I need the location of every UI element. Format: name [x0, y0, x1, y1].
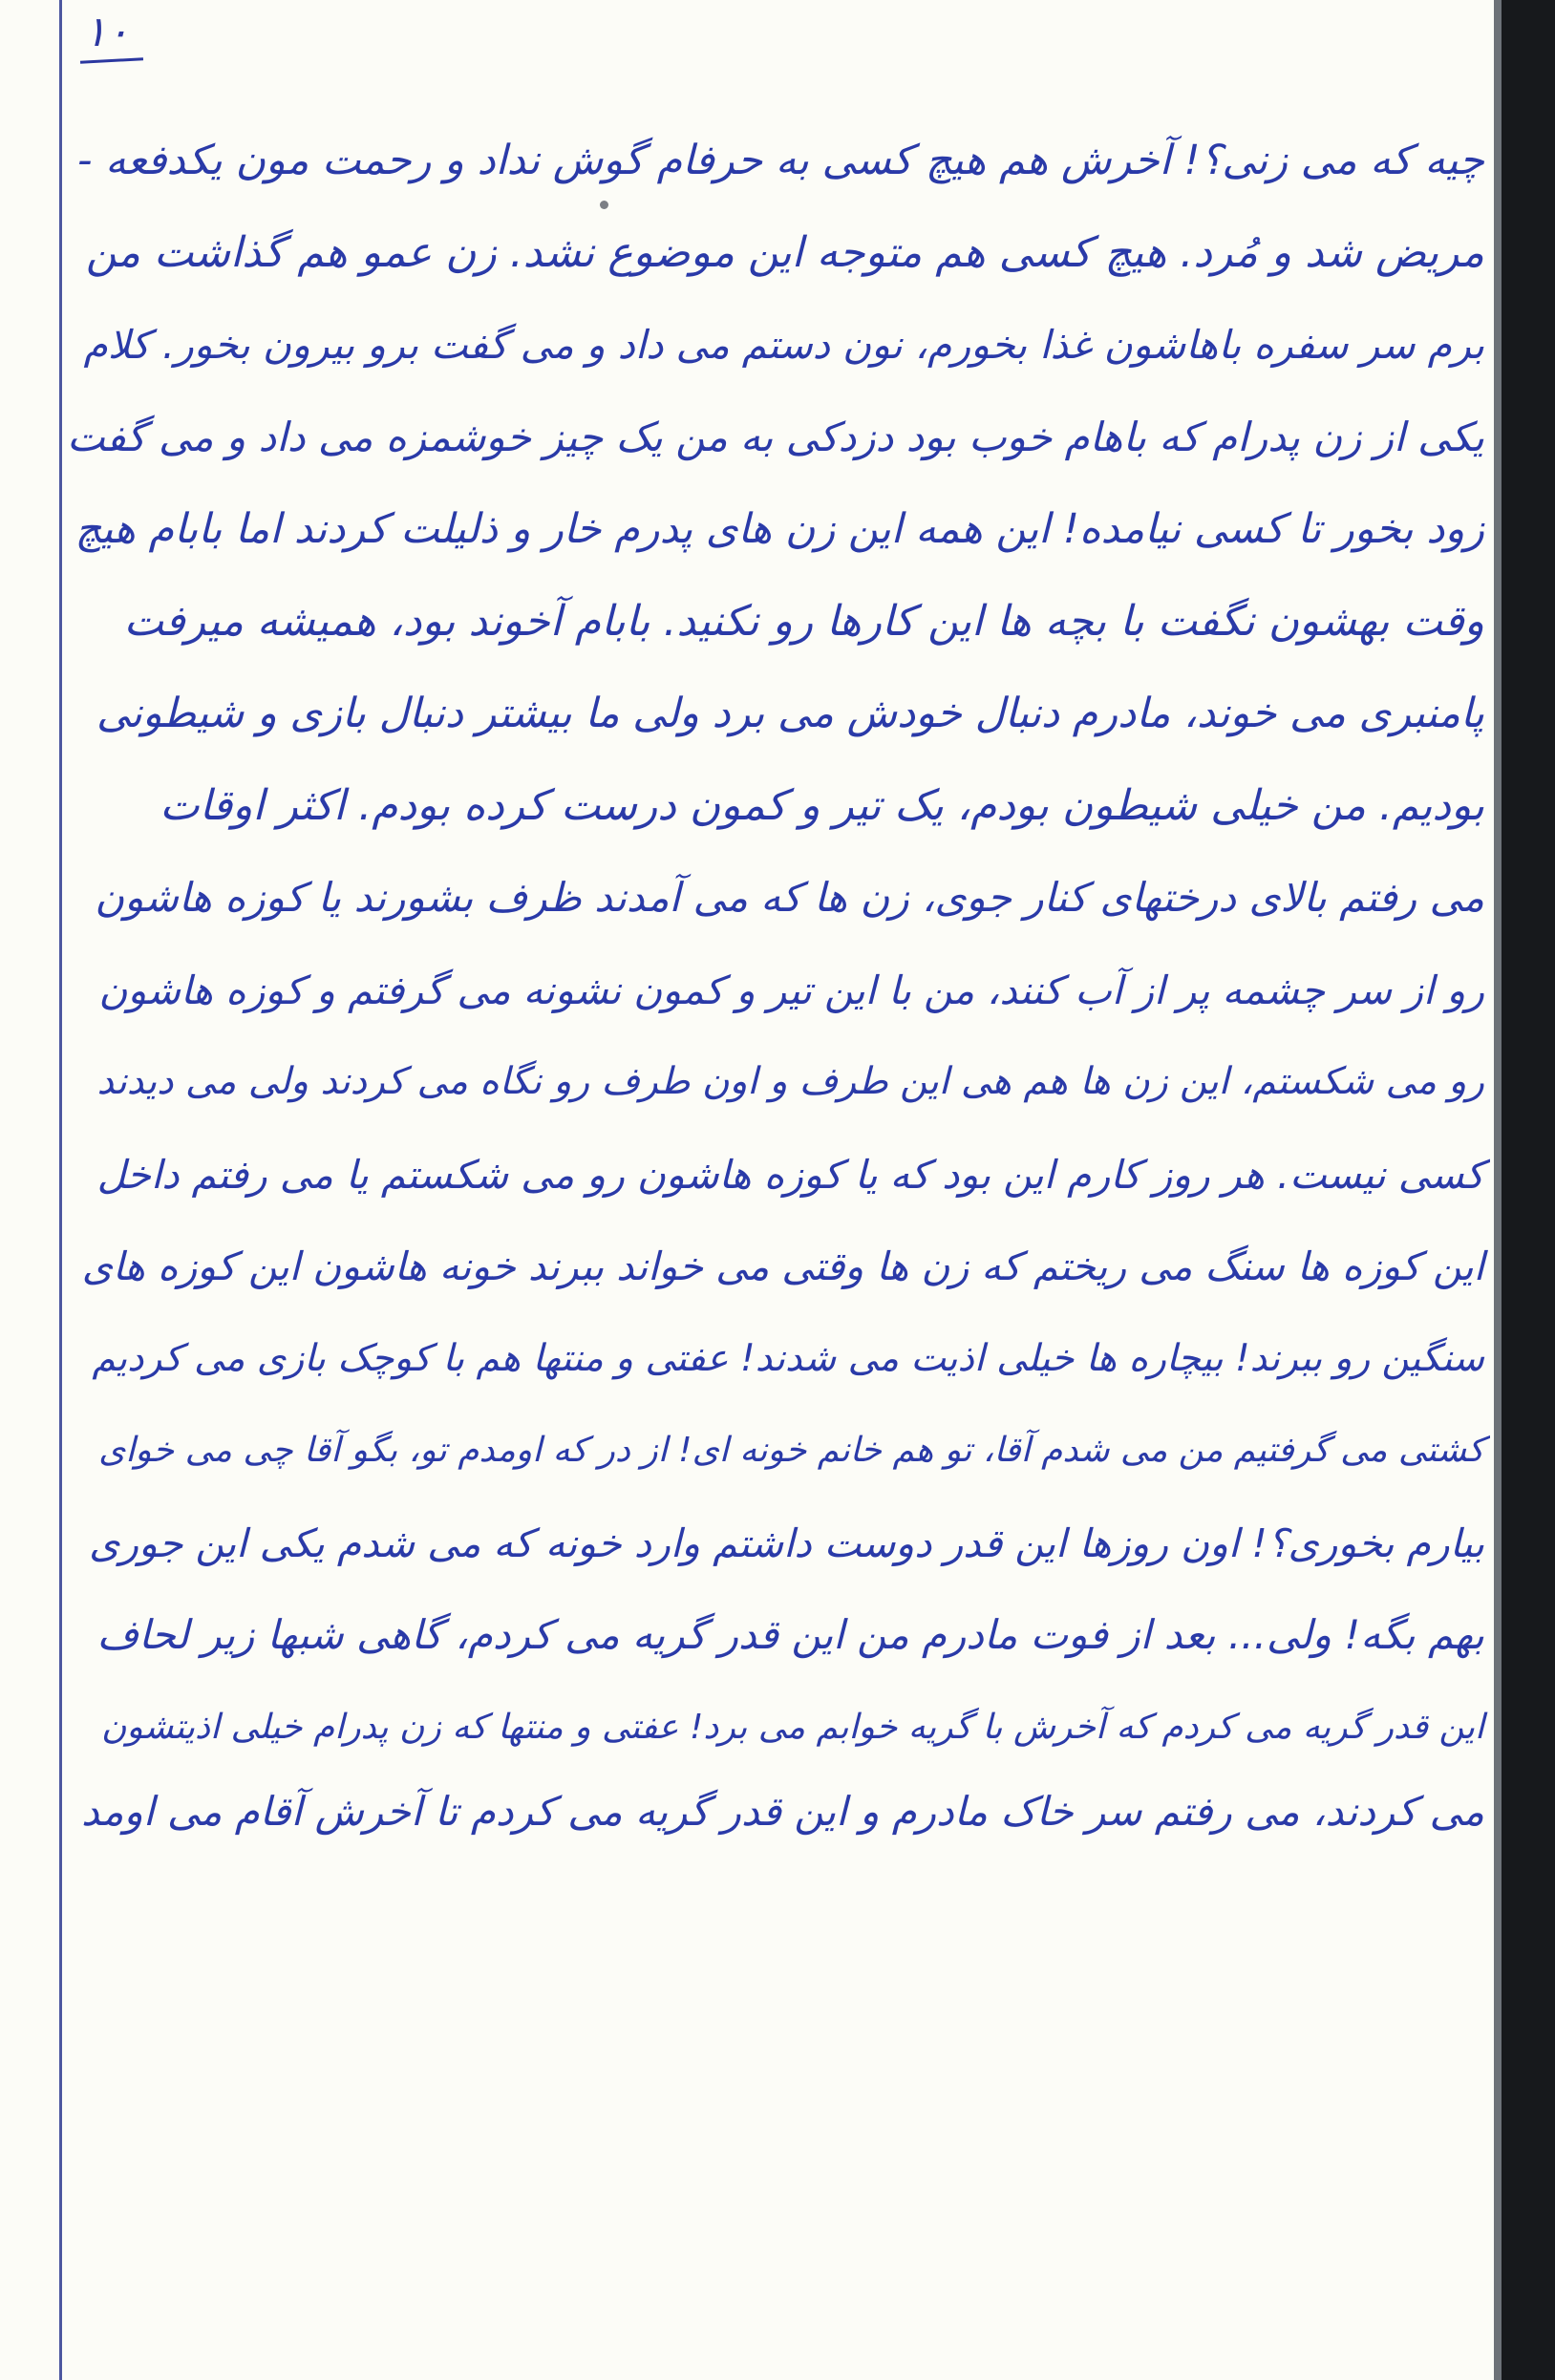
handwritten-line: پامنبری می خوند، مادرم دنبال خودش می برد ولی ما بیشتر دنبال بازی و شیطونی: [96, 690, 1484, 737]
page-number-underline: [80, 57, 143, 63]
handwritten-line: می کردند، می رفتم سر خاک مادرم و این قدر گریه می کردم تا آخرش آقام می اومد: [81, 1788, 1484, 1835]
handwritten-line: کشتی می گرفتیم من می شدم آقا، تو هم خانم خونه ای! از در که اومدم تو، بگو آقا چی می خوای: [98, 1431, 1484, 1470]
handwritten-text-block: [67, 115, 1490, 1850]
handwritten-line: رو می شکستم، این زن ها هم هی این طرف و اون طرف رو نگاه می کردند ولی می دیدند: [96, 1060, 1484, 1103]
handwritten-line: بهم بگه! ولی... بعد از فوت مادرم من این قدر گریه می کردم، گاهی شبها زیر لحاف: [96, 1611, 1484, 1658]
handwritten-line: کسی نیست. هر روز کارم این بود که یا کوزه هاشون رو می شکستم یا می رفتم داخل: [96, 1151, 1484, 1198]
handwritten-line: این کوزه ها سنگ می ریختم که زن ها وقتی می خواند ببرند خونه هاشون این کوزه های: [81, 1243, 1484, 1289]
handwritten-line: چیه که می زنی؟! آخرش هم هیچ کسی به حرفام گوش نداد و رحمت مون یکدفعه -: [76, 137, 1484, 184]
page-edge-border: [1502, 0, 1555, 2380]
handwritten-line: بودیم. من خیلی شیطون بودم، یک تیر و کمون درست کرده بودم. اکثر اوقات: [160, 780, 1484, 830]
handwritten-line: این قدر گریه می کردم که آخرش با گریه خوابم می برد! عفتی و منتها که زن پدرام خیلی اذیتشون: [100, 1707, 1484, 1747]
handwritten-line: بیارم بخوری؟! اون روزها این قدر دوست داشتم وارد خونه که می شدم یکی این جوری: [89, 1519, 1484, 1566]
margin-rule: [59, 0, 62, 2380]
handwritten-line: زود بخور تا کسی نیامده! این همه این زن های پدرم خار و ذلیلت کردند اما بابام هیچ: [75, 505, 1484, 553]
page-edge-shadow: [1494, 0, 1502, 2380]
handwritten-line: برم سر سفره باهاشون غذا بخورم، نون دستم می داد و می گفت برو بیرون بخور. کلام: [83, 322, 1484, 368]
handwritten-line: رو از سر چشمه پر از آب کنند، من با این تیر و کمون نشونه می گرفتم و کوزه هاشون: [98, 967, 1484, 1013]
handwritten-line: یکی از زن پدرام که باهام خوب بود دزدکی به من یک چیز خوشمزه می داد و می گفت: [67, 413, 1484, 460]
handwritten-line: وقت بهشون نگفت با بچه ها این کارها رو نکنید. بابام آخوند بود، همیشه میرفت: [123, 596, 1484, 646]
handwritten-line: سنگین رو ببرند! بیچاره ها خیلی اذیت می شدند! عفتی و منتها هم با کوچک بازی می کردیم: [92, 1336, 1484, 1380]
handwritten-line: مریض شد و مُرد. هیچ کسی هم متوجه این موضوع نشد. زن عمو هم گذاشت من: [85, 227, 1484, 277]
handwritten-line: می رفتم بالای درختهای کنار جوی، زن ها که می آمدند ظرف بشورند یا کوزه هاشون: [95, 874, 1484, 921]
page-number: ۱۰: [84, 8, 130, 56]
